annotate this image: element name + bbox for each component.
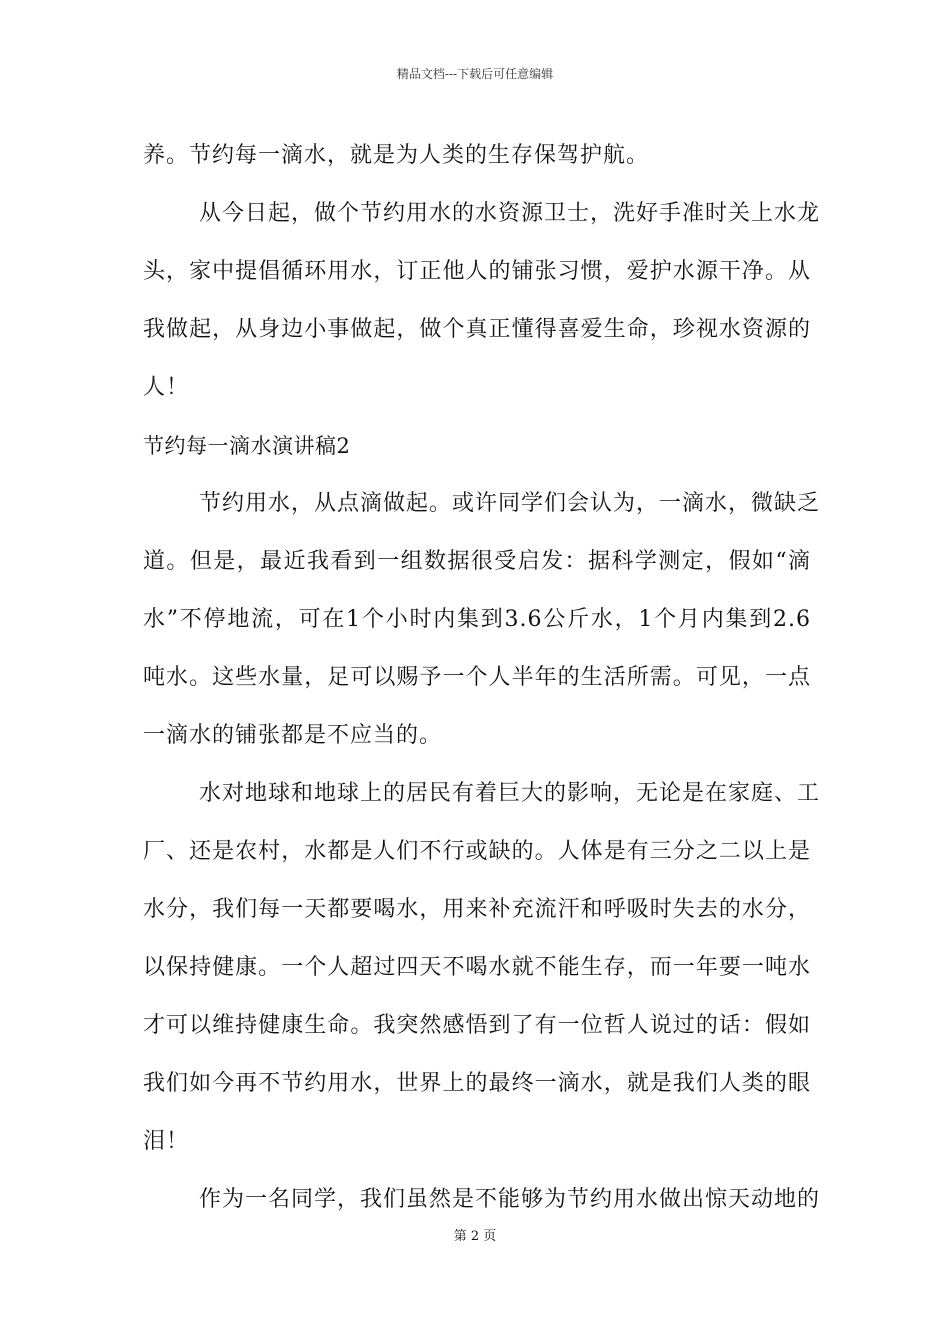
paragraph-line: 水分，我们每一天都要喝水，用来补充流汗和呼吸时失去的水分， xyxy=(143,897,811,922)
paragraph-line: 一滴水的铺张都是不应当的。 xyxy=(143,723,443,748)
paragraph-line: 作为一名同学，我们虽然是不能够为节约用水做出惊天动地的 xyxy=(199,1187,821,1212)
page-header: 精品文档---下载后可任意编辑 xyxy=(396,67,554,81)
paragraph-line: 吨水。这些水量，足可以赐予一个人半年的生活所需。可见，一点 xyxy=(143,665,811,690)
paragraph-line: 道。但是，最近我看到一组数据很受启发：据科学测定，假如“滴 xyxy=(143,549,811,574)
paragraph-line: 头，家中提倡循环用水，订正他人的铺张习惯，爱护水源干净。从 xyxy=(143,259,811,284)
section-heading: 节约每一滴水演讲稿2 xyxy=(143,434,351,458)
paragraph-line: 从今日起，做个节约用水的水资源卫士，洗好手准时关上水龙 xyxy=(199,201,821,226)
paragraph-line: 泪！ xyxy=(143,1129,190,1154)
paragraph-line: 节约用水，从点滴做起。或许同学们会认为，一滴水，微缺乏 xyxy=(199,491,821,516)
paragraph-line: 水”不停地流，可在1个小时内集到3.6公斤水，1个月内集到2.6 xyxy=(143,607,811,632)
paragraph-line: 人！ xyxy=(143,375,190,400)
page-number: 第 2 页 xyxy=(453,1229,497,1244)
paragraph-line: 厂、还是农村，水都是人们不行或缺的。人体是有三分之二以上是 xyxy=(143,839,811,864)
paragraph-line: 我做起，从身边小事做起，做个真正懂得喜爱生命，珍视水资源的 xyxy=(143,317,811,342)
document-body xyxy=(143,127,821,1229)
paragraph-line: 才可以维持健康生命。我突然感悟到了有一位哲人说过的话：假如 xyxy=(143,1013,811,1038)
paragraph-line: 养。节约每一滴水，就是为人类的生存保驾护航。 xyxy=(143,143,650,168)
paragraph-line: 我们如今再不节约用水，世界上的最终一滴水，就是我们人类的眼 xyxy=(143,1071,811,1096)
paragraph-line: 以保持健康。一个人超过四天不喝水就不能生存，而一年要一吨水 xyxy=(143,955,811,980)
paragraph-line: 水对地球和地球上的居民有着巨大的影响，无论是在家庭、工 xyxy=(199,781,821,806)
